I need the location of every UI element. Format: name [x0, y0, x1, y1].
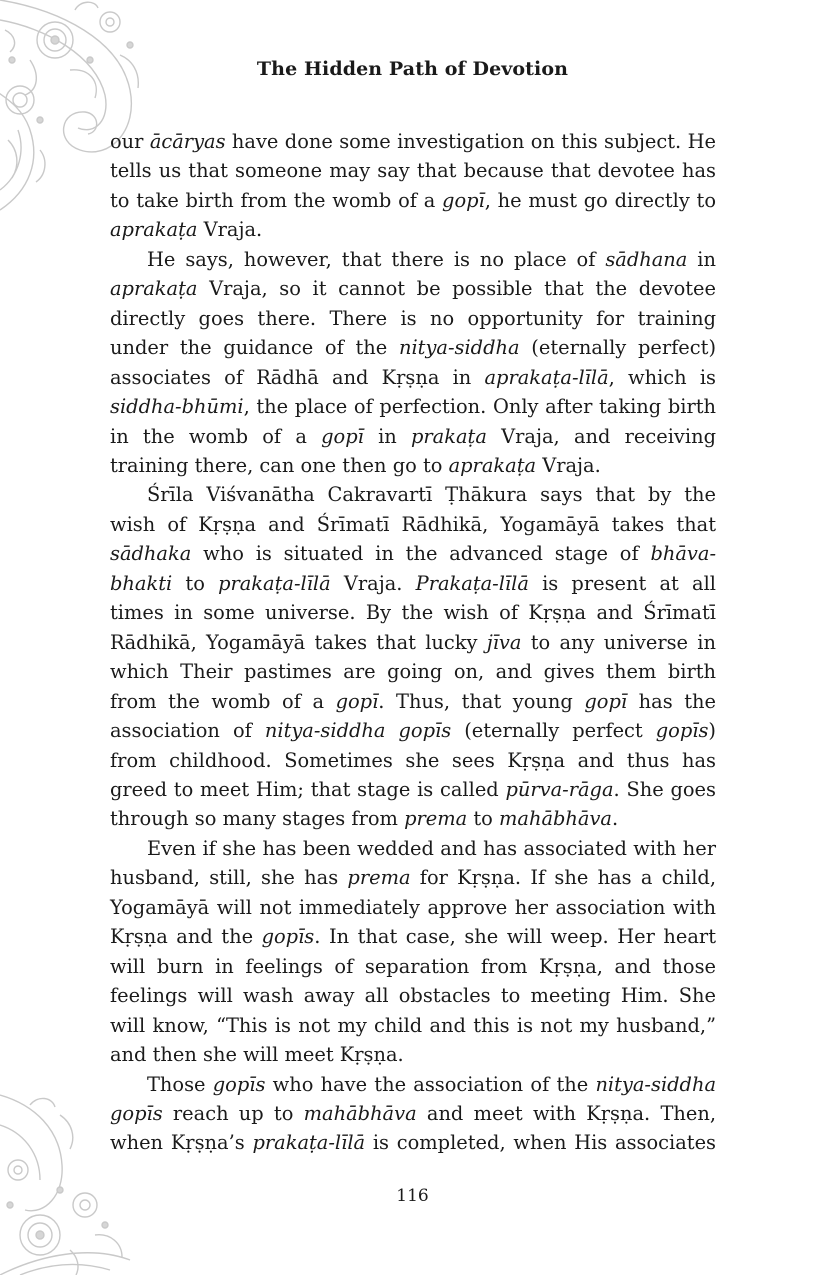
italic-term: nitya-siddha gopīs	[264, 719, 452, 743]
text-run: who is situated in the advanced stage of	[191, 542, 651, 566]
italic-term: Prakaṭa-līlā	[415, 571, 529, 595]
text-run: who have the association of the	[265, 1072, 596, 1096]
paragraph	[110, 834, 716, 1070]
text-run: to	[467, 807, 500, 831]
italic-term: gopīs	[655, 719, 709, 743]
text-run: reach up to	[162, 1101, 304, 1125]
italic-term: prema	[404, 807, 468, 831]
text-run: to any universe in which Their pastimes are going on, and gives them birth from the womb of a	[110, 630, 716, 713]
text-run: . Thus, that young	[378, 689, 585, 713]
text-run: is completed, when His associates	[365, 1131, 716, 1155]
italic-term: gopī	[442, 188, 485, 212]
italic-term: gopī	[321, 424, 364, 448]
italic-term: prakaṭa	[411, 424, 487, 448]
italic-term: aprakaṭa-līlā	[484, 365, 609, 389]
text-run: Even if she has been wedded and has associated with her husband, still, she has	[110, 836, 716, 890]
italic-term: ācāryas	[149, 130, 226, 153]
italic-term: mahābhāva	[499, 807, 612, 831]
italic-term: aprakaṭa	[110, 277, 198, 301]
text-run: have done some investigation on this subject. He tells us that someone may say that because that devotee has to take birth from the womb of a	[110, 130, 716, 212]
italic-term: nitya-siddha gopīs	[110, 1072, 717, 1125]
italic-term: mahābhāva	[303, 1101, 417, 1125]
italic-term: aprakaṭa	[448, 453, 537, 477]
text-run: our	[110, 130, 150, 153]
text-run: , the place of perfection. Only after taking birth in the womb of a	[110, 395, 716, 448]
text-run: and meet with Kṛṣṇa. Then, when Kṛṣṇa’s	[110, 1101, 716, 1155]
italic-term: prema	[347, 866, 411, 890]
text-run: Vraja.	[536, 453, 601, 477]
text-run: , which is	[608, 365, 716, 389]
italic-term: gopī	[335, 689, 379, 713]
text-run: . In that case, she will weep. Her heart will burn in feelings of separation from Kṛṣṇa, and those feelings will wash away all obstacles to meeting Him. She will know, “This is not my child and this is not my husband,” and then she will meet Kṛṣṇa.	[110, 925, 716, 1067]
text-run: to	[172, 571, 219, 595]
italic-term: gopīs	[261, 925, 315, 949]
text-run: . She goes through so many stages from	[110, 777, 716, 831]
text-run: He says, however, that there is no place of	[147, 247, 606, 271]
text-run: Vraja, so it cannot be possible that the devotee directly goes there. There is no opportunity for training under the guidance of the	[110, 277, 716, 360]
page-number: 116	[396, 1186, 429, 1206]
text-run: .	[612, 807, 619, 831]
italic-term: sādhana	[605, 247, 688, 271]
italic-term: nitya-siddha	[398, 336, 520, 360]
body-text	[110, 127, 716, 1158]
italic-term: jīva	[486, 630, 522, 654]
italic-term: aprakaṭa	[110, 218, 198, 242]
italic-term: gopī	[584, 689, 628, 713]
text-run: in	[687, 247, 717, 271]
text-run: in	[363, 424, 411, 448]
text-run: Vraja, and receiving training there, can one then go to	[110, 424, 716, 477]
italic-term: siddha-bhūmi	[110, 395, 244, 419]
text-run: ) from childhood. Sometimes she sees Kṛṣṇa and thus has greed to meet Him; that stage is called	[110, 719, 716, 801]
running-head: The Hidden Path of Devotion	[256, 58, 569, 80]
paragraph	[110, 127, 716, 245]
italic-term: pūrva-rāga	[505, 777, 614, 801]
text-run: Those	[147, 1072, 213, 1096]
text-run: Vraja.	[197, 218, 263, 242]
italic-term: sādhaka	[110, 542, 192, 566]
italic-term: gopīs	[212, 1072, 266, 1096]
text-run: Vraja.	[330, 571, 416, 595]
text-run: (eternally perfect) associates of Rādhā and Kṛṣṇa in	[110, 336, 717, 389]
text-run: is present at all times in some universe. By the wish of Kṛṣṇa and Śrīmatī Rādhikā, Yogamāyā takes that lucky	[110, 571, 716, 654]
text-run: for Kṛṣṇa. If she has a child, Yogamāyā will not immediately approve her association with Kṛṣṇa and the	[110, 866, 716, 949]
paragraph	[110, 1070, 716, 1158]
italic-term: prakaṭa-līlā	[218, 571, 331, 595]
text-run: Śrīla Viśvanātha Cakravartī Ṭhākura says that by the wish of Kṛṣṇa and Śrīmatī Rādhikā, Yogamāyā takes that	[110, 483, 716, 536]
text-run: has the association of	[110, 689, 716, 743]
italic-term: prakaṭa-līlā	[252, 1131, 366, 1155]
paragraph	[110, 245, 716, 481]
text-run: (eternally perfect	[451, 719, 656, 743]
italic-term: bhāva-bhakti	[110, 542, 716, 595]
text-run: , he must go directly to	[484, 188, 716, 212]
paragraph	[110, 480, 716, 833]
